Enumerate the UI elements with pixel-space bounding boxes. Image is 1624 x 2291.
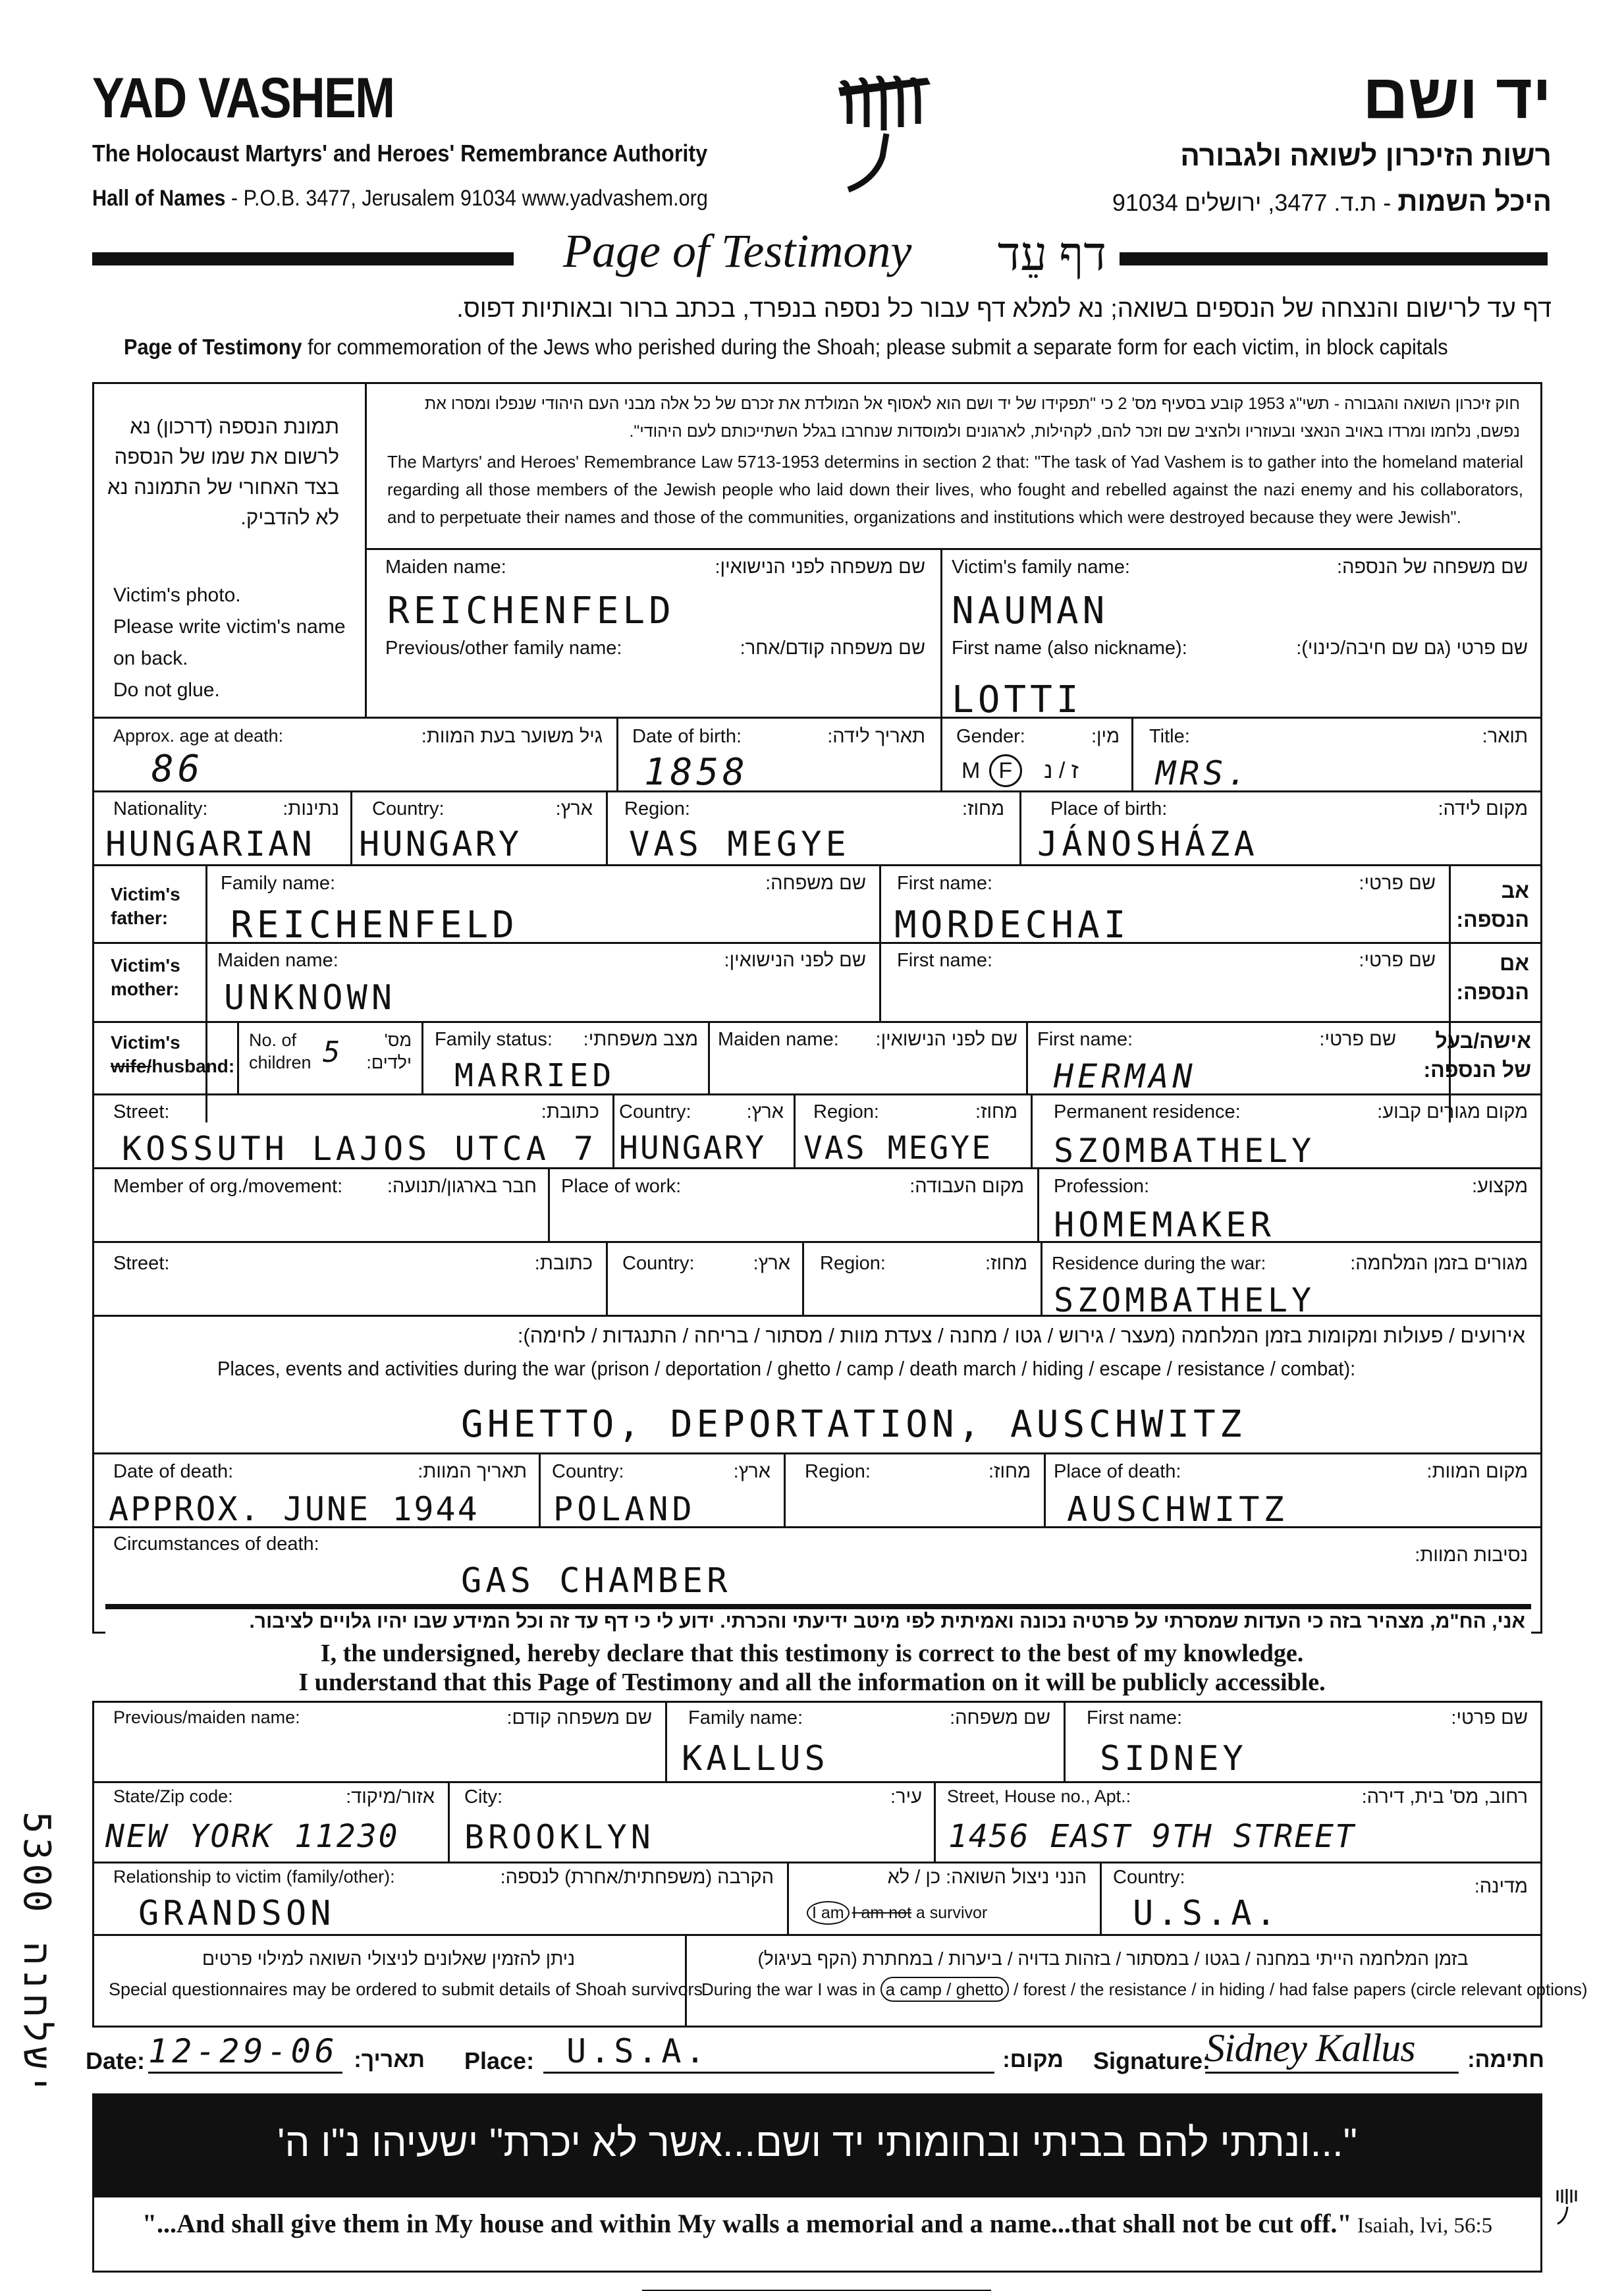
street-value[interactable]: KOSSUTH LAJOS UTCA 7 xyxy=(122,1130,598,1168)
permanent-residence-value[interactable]: SZOMBATHELY xyxy=(1054,1132,1316,1170)
date-of-death-label-he: תאריך המוות: xyxy=(418,1461,527,1482)
permanent-residence-label: Permanent residence: xyxy=(1054,1101,1241,1122)
death-region-label: Region: xyxy=(805,1461,871,1482)
age-label-he: גיל משוער בעת המוות: xyxy=(421,726,603,747)
spouse-maiden-name-label: Maiden name: xyxy=(718,1029,839,1050)
family-status-label: Family status: xyxy=(435,1029,553,1050)
victim-family-name-label-he: שם משפחה של הנספה: xyxy=(1336,557,1528,578)
submitter-street-label: Street, House no., Apt.: xyxy=(947,1786,1131,1806)
place-of-death-label-he: מקום המוות: xyxy=(1426,1461,1528,1482)
law-text-en: The Martyrs' and Heroes' Remembrance Law 5713-1953 determins in section 2 that: "The task of Yad Vashem is to gather into the homeland material regarding all those members of the Jewish people who laid down their lives, who fought and rebelled against the nazi enemy and his collaborators, and to perpetuate their names and those of the communities, organizations and institutions which were destroyed because they were Jewish". xyxy=(387,452,1523,527)
father-first-name-label-he: שם פרטי: xyxy=(1359,873,1436,894)
war-residence-label-he: מגורים בזמן המלחמה: xyxy=(1350,1253,1528,1274)
maiden-name-value[interactable]: REICHENFELD xyxy=(387,590,675,632)
city-value[interactable]: BROOKLYN xyxy=(464,1818,655,1856)
place-of-birth-label: Place of birth: xyxy=(1050,798,1168,819)
photo-instructions-en: Victim's photo. Please write victim's name on back. Do not glue. xyxy=(113,584,346,701)
page-title-en: Page of Testimony xyxy=(563,225,912,277)
children-label: No. of children xyxy=(249,1030,311,1072)
father-first-name-label: First name: xyxy=(897,873,993,894)
small-logo-icon xyxy=(1554,2187,1581,2226)
questionnaire-en: Special questionnaires may be ordered to submit details of Shoah survivors xyxy=(109,1979,703,1999)
address-text: - P.O.B. 3477, Jerusalem 91034 www.yadvashem.org xyxy=(225,186,708,211)
gender-label: Gender: xyxy=(956,726,1025,747)
mother-maiden-name-label-he: שם לפני הנישואין: xyxy=(724,950,866,971)
place-of-death-value[interactable]: AUSCHWITZ xyxy=(1067,1490,1288,1530)
residence-region-label: Region: xyxy=(813,1101,879,1122)
photo-instructions-he: תמונת הנספה (דרכון) נא לרשום את שמו של הנספה בצד האחורי של התמונה נא לא להדביק. xyxy=(107,415,339,529)
submitter-first-name-value[interactable]: SIDNEY xyxy=(1100,1739,1247,1779)
title-label-he: תואר: xyxy=(1482,726,1528,747)
gender-option-he: ז / נ xyxy=(1044,758,1079,783)
permanent-residence-label-he: מקום מגורים קבוע: xyxy=(1377,1101,1528,1122)
submitter-family-name-label-he: שם משפחה: xyxy=(950,1707,1050,1728)
footer-place-label: Place: xyxy=(464,2047,535,2074)
date-of-death-value[interactable]: APPROX. JUNE 1944 xyxy=(109,1490,479,1528)
zip-label: State/Zip code: xyxy=(113,1786,233,1806)
submitter-country-value[interactable]: U.S.A. xyxy=(1133,1894,1280,1933)
place-of-work-label: Place of work: xyxy=(561,1176,682,1197)
profession-value[interactable]: HOMEMAKER xyxy=(1054,1205,1275,1245)
place-of-birth-value[interactable]: JÁNOSHÁZA xyxy=(1037,825,1259,864)
submitter-first-name-label: First name: xyxy=(1087,1707,1183,1728)
place-of-death-label: Place of death: xyxy=(1054,1461,1181,1482)
gender-label-he: מין: xyxy=(1091,726,1120,747)
country-value[interactable]: HUNGARY xyxy=(359,825,522,864)
first-name-value[interactable]: LOTTI xyxy=(952,678,1083,721)
quote-en: "...And shall give them in My house and within My walls a memorial and a name...that shall not be cut off." Isaiah, lvi, 56:5 xyxy=(142,2209,1493,2238)
submitter-country-label-he: מדינה: xyxy=(1474,1876,1528,1897)
spouse-side-label: Victim's wife/husband: xyxy=(111,1032,235,1076)
gender-options xyxy=(961,754,1079,787)
age-label: Approx. age at death: xyxy=(113,726,284,746)
maiden-name-label: Maiden name: xyxy=(385,557,506,578)
victim-family-name-label: Victim's family name: xyxy=(952,557,1130,578)
circumstances-value[interactable]: GAS CHAMBER xyxy=(461,1561,732,1601)
first-name-label-he: שם פרטי (גם שם חיבה/כינוי): xyxy=(1296,638,1528,659)
org-address-en xyxy=(92,186,708,211)
margin-handwritten-number: 5300 ישלחנה xyxy=(15,1811,58,2099)
profession-label: Profession: xyxy=(1054,1176,1150,1197)
mother-side-label-he: אם הנספה: xyxy=(1456,951,1529,1004)
father-first-name-value[interactable]: MORDECHAI xyxy=(894,904,1130,947)
org-name-he: יד ושם xyxy=(1363,61,1552,132)
war-residence-value[interactable]: SZOMBATHELY xyxy=(1054,1281,1316,1319)
age-value[interactable]: 86 xyxy=(151,748,204,790)
submitter-street-label-he: רחוב, מס' בית, דירה: xyxy=(1361,1786,1528,1808)
first-name-label: First name (also nickname): xyxy=(952,638,1187,659)
spouse-first-name-label: First name: xyxy=(1037,1029,1133,1050)
death-region-label-he: מחוז: xyxy=(988,1461,1031,1482)
residence-region-label-he: מחוז: xyxy=(975,1101,1017,1122)
residence-country-label: Country: xyxy=(619,1101,691,1122)
declaration-en-1: I, the undersigned, hereby declare that this testimony is correct to the best of my knowledge. xyxy=(320,1640,1304,1667)
gender-option-f[interactable]: F xyxy=(989,754,1022,787)
profession-label-he: מקצוע: xyxy=(1471,1176,1528,1197)
region-label-he: מחוז: xyxy=(962,798,1004,819)
declaration-en-2: I understand that this Page of Testimony and all the information on it will be publicly accessible. xyxy=(298,1669,1326,1696)
country2-label-he: ארץ: xyxy=(753,1253,790,1274)
family-status-label-he: מצב משפחתי: xyxy=(583,1029,698,1050)
region2-label-he: מחוז: xyxy=(985,1253,1027,1274)
events-label-en: Places, events and activities during the war (prison / deportation / ghetto / camp / death march / hiding / escape / resistance / combat): xyxy=(217,1357,1356,1380)
submitter-family-name-value[interactable]: KALLUS xyxy=(682,1739,829,1779)
nationality-label-he: נתינות: xyxy=(283,798,339,819)
events-value[interactable]: GHETTO, DEPORTATION, AUSCHWITZ xyxy=(461,1403,1246,1446)
city-label: City: xyxy=(464,1786,502,1808)
mother-maiden-name-value[interactable]: UNKNOWN xyxy=(224,978,396,1018)
questionnaire-he: ניתן להזמין שאלונים לניצולי השואה למילוי פרטים xyxy=(202,1948,575,1969)
survivor-label-he: הנני ניצול השואה: כן / לא xyxy=(887,1867,1087,1888)
children-label-he: מס' ילדים: xyxy=(366,1030,412,1072)
region-label: Region: xyxy=(624,798,690,819)
father-family-name-label-he: שם משפחה: xyxy=(765,873,866,894)
place-of-birth-label-he: מקום לידה: xyxy=(1438,798,1528,819)
submitter-prev-name-label: Previous/maiden name: xyxy=(113,1707,300,1727)
survivor-option-rest: a survivor xyxy=(911,1904,988,1922)
member-org-label-he: חבר בארגון/תנועה: xyxy=(387,1176,537,1197)
spouse-first-name-value[interactable]: HERMAN xyxy=(1054,1057,1197,1095)
nationality-label: Nationality: xyxy=(113,798,208,819)
zip-value[interactable]: NEW YORK 11230 xyxy=(105,1818,400,1855)
father-side-label-he: אב הנספה: xyxy=(1456,879,1529,931)
children-value[interactable]: 5 xyxy=(323,1035,344,1069)
footer-signature-value[interactable]: Sidney Kallus xyxy=(1205,2026,1415,2070)
submitter-family-name-label: Family name: xyxy=(688,1707,803,1728)
spouse-first-name-label-he: שם פרטי: xyxy=(1319,1029,1396,1050)
place-of-work-label-he: מקום העבודה: xyxy=(909,1176,1024,1197)
residence-country-value[interactable]: HUNGARY xyxy=(619,1130,767,1167)
region-value[interactable]: VAS MEGYE xyxy=(629,825,850,864)
submitter-country-label: Country: xyxy=(1113,1867,1185,1888)
survivor-option-am-not[interactable]: I am not xyxy=(852,1904,911,1922)
instructions-en-bold: Page of Testimony xyxy=(124,335,302,359)
father-family-name-label: Family name: xyxy=(221,873,336,894)
mother-side-label: Victim's mother: xyxy=(111,955,180,999)
father-family-name-value[interactable]: REICHENFELD xyxy=(230,904,518,947)
mother-first-name-label-he: שם פרטי: xyxy=(1359,950,1436,971)
residence-region-value[interactable]: VAS MEGYE xyxy=(803,1130,993,1167)
country-label: Country: xyxy=(372,798,445,819)
death-country-label: Country: xyxy=(552,1461,624,1482)
street-label-he: כתובת: xyxy=(541,1101,599,1122)
maiden-name-label-he: שם משפחה לפני הנישואין: xyxy=(715,557,925,578)
footer-signature-label-he: חתימה: xyxy=(1467,2047,1544,2072)
during-war-en: During the war I was in a camp / ghetto / forest / the resistance / in hiding / had false papers (circle relevant options) xyxy=(701,1979,1588,2000)
footer-date-label: Date: xyxy=(86,2047,146,2074)
family-status-value[interactable]: MARRIED xyxy=(454,1057,616,1094)
footer-place-value[interactable]: U.S.A. xyxy=(566,2032,709,2070)
mother-first-name-label: First name: xyxy=(897,950,993,971)
org-subtitle-en: The Holocaust Martyrs' and Heroes' Remembrance Authority xyxy=(92,140,708,167)
residence-country-label-he: ארץ: xyxy=(746,1101,784,1122)
submitter-first-name-label-he: שם פרטי: xyxy=(1451,1707,1528,1728)
footer-place-label-he: מקום: xyxy=(1002,2047,1064,2072)
footer-date-label-he: תאריך: xyxy=(354,2047,425,2072)
during-war-he: בזמן המלחמה הייתי במחנה / בגטו / במסתור / בזהות בדויה / ביערות / במחתרת (הקף בעיגול) xyxy=(757,1948,1469,1969)
submitter-street-value[interactable]: 1456 EAST 9TH STREET xyxy=(948,1818,1355,1855)
circumstances-label: Circumstances of death: xyxy=(113,1533,319,1555)
member-org-label: Member of org./movement: xyxy=(113,1176,343,1197)
title-rule-left xyxy=(92,252,514,265)
previous-family-name-label: Previous/other family name: xyxy=(385,638,622,659)
title-value[interactable]: MRS. xyxy=(1156,754,1251,792)
date-of-birth-label-he: תאריך לידה: xyxy=(827,726,925,747)
street-label: Street: xyxy=(113,1101,170,1122)
declaration-he: אני, הח"מ, מצהיר בזה כי העדות שמסרתי על פרטיה נכונה ואמיתית לפי מיטב ידיעתי והכרתי. ידוע לי כי דף עד זה וכל המידע שבו יהיו גלויים לציבור. xyxy=(249,1611,1525,1632)
title-label: Title: xyxy=(1149,726,1190,747)
nationality-value[interactable]: HUNGARIAN xyxy=(105,825,315,864)
street2-label-he: כתובת: xyxy=(534,1253,593,1274)
father-side-label: Victim's father: xyxy=(111,884,180,928)
title-rule-right xyxy=(1120,252,1548,265)
previous-family-name-label-he: שם משפחה קודם/אחר: xyxy=(740,638,925,659)
survivor-options xyxy=(807,1904,987,1923)
spouse-maiden-name-label-he: שם לפני הנישואין: xyxy=(875,1029,1017,1050)
hall-of-names-label: Hall of Names xyxy=(92,186,226,211)
zip-label-he: אזור/מיקוד: xyxy=(346,1786,435,1808)
org-name-en: YAD VASHEM xyxy=(92,67,394,130)
footer-date-value[interactable]: 12-29-06 xyxy=(148,2032,338,2070)
during-war-camp-ghetto[interactable]: a camp / ghetto xyxy=(880,1977,1009,2002)
quote-he: "...ונתתי להם בביתי ובחומותי יד ושם...אשר לא יכרת" ישעיהו נ"ו ה' xyxy=(277,2120,1357,2165)
mother-maiden-name-label: Maiden name: xyxy=(217,950,338,971)
instructions-en xyxy=(124,335,1448,360)
circumstances-label-he: נסיבות המוות: xyxy=(1415,1545,1528,1566)
date-of-birth-value[interactable]: 1858 xyxy=(644,751,749,794)
victim-family-name-value[interactable]: NAUMAN xyxy=(952,590,1109,632)
survivor-option-am[interactable]: I am xyxy=(807,1901,850,1925)
instructions-he: דף עד לרישום והנצחה של הנספים בשואה; נא למלא דף עבור כל נספה בנפרד, בכתב ברור ובאותיות דפוס. xyxy=(456,295,1552,323)
org-subtitle-he: רשות הזיכרון לשואה ולגבורה xyxy=(1180,140,1552,172)
yad-vashem-logo-icon xyxy=(835,71,934,196)
instructions-en-text: for commemoration of the Jews who perished during the Shoah; please submit a separate form for each victim, in block capitals xyxy=(302,335,1448,359)
gender-option-m[interactable]: M xyxy=(961,758,981,783)
date-of-birth-label: Date of birth: xyxy=(632,726,742,747)
street2-label: Street: xyxy=(113,1253,170,1274)
footer-signature-label: Signature: xyxy=(1093,2047,1211,2074)
country-label-he: ארץ: xyxy=(555,798,593,819)
death-country-label-he: ארץ: xyxy=(733,1461,771,1482)
events-label-he: אירועים / פעולות ומקומות בזמן המלחמה (מעצר / גירוש / גטו / מחנה / צעדת מוות / מסתור / בריחה / התנגדות / לחימה): xyxy=(517,1324,1525,1347)
city-label-he: עיר: xyxy=(890,1786,922,1808)
submitter-prev-name-label-he: שם משפחה קודם: xyxy=(506,1707,652,1728)
relationship-value[interactable]: GRANDSON xyxy=(138,1894,335,1933)
hall-of-names-he: היכל השמות xyxy=(1397,186,1552,217)
spouse-side-label-he: אישה/בעל של הנספה: xyxy=(1423,1029,1531,1082)
death-country-value[interactable]: POLAND xyxy=(553,1490,696,1528)
war-residence-label: Residence during the war: xyxy=(1052,1253,1266,1273)
region2-label: Region: xyxy=(820,1253,886,1274)
page-title-he: דף עֵד xyxy=(997,228,1106,281)
org-address-he xyxy=(1112,186,1552,217)
address-he-text: - ת.ד. 3477, ירושלים 91034 xyxy=(1112,189,1398,216)
date-of-death-label: Date of death: xyxy=(113,1461,234,1482)
country2-label: Country: xyxy=(622,1253,695,1274)
relationship-label: Relationship to victim (family/other): xyxy=(113,1867,395,1887)
law-text-he: חוק זיכרון השואה והגבורה - תשי"ג 1953 קובע בסעיף מס' 2 כי "תפקידו של יד ושם הוא לאסוף אל המולדת את זכרם של כל אלה מבני העם היהודי שנפלו ומסרו את נפשם, נלחמו ומרדו באויב הנאצי ובעוזריו ולהציב שם וזכר להם, לקהילות, לארגונים ולמוסדות שנחרבו בגלל השתייכותם לעם היהודי". xyxy=(424,395,1520,441)
relationship-label-he: הקרבה (משפחתית/אחרת) לנספה: xyxy=(500,1867,774,1888)
